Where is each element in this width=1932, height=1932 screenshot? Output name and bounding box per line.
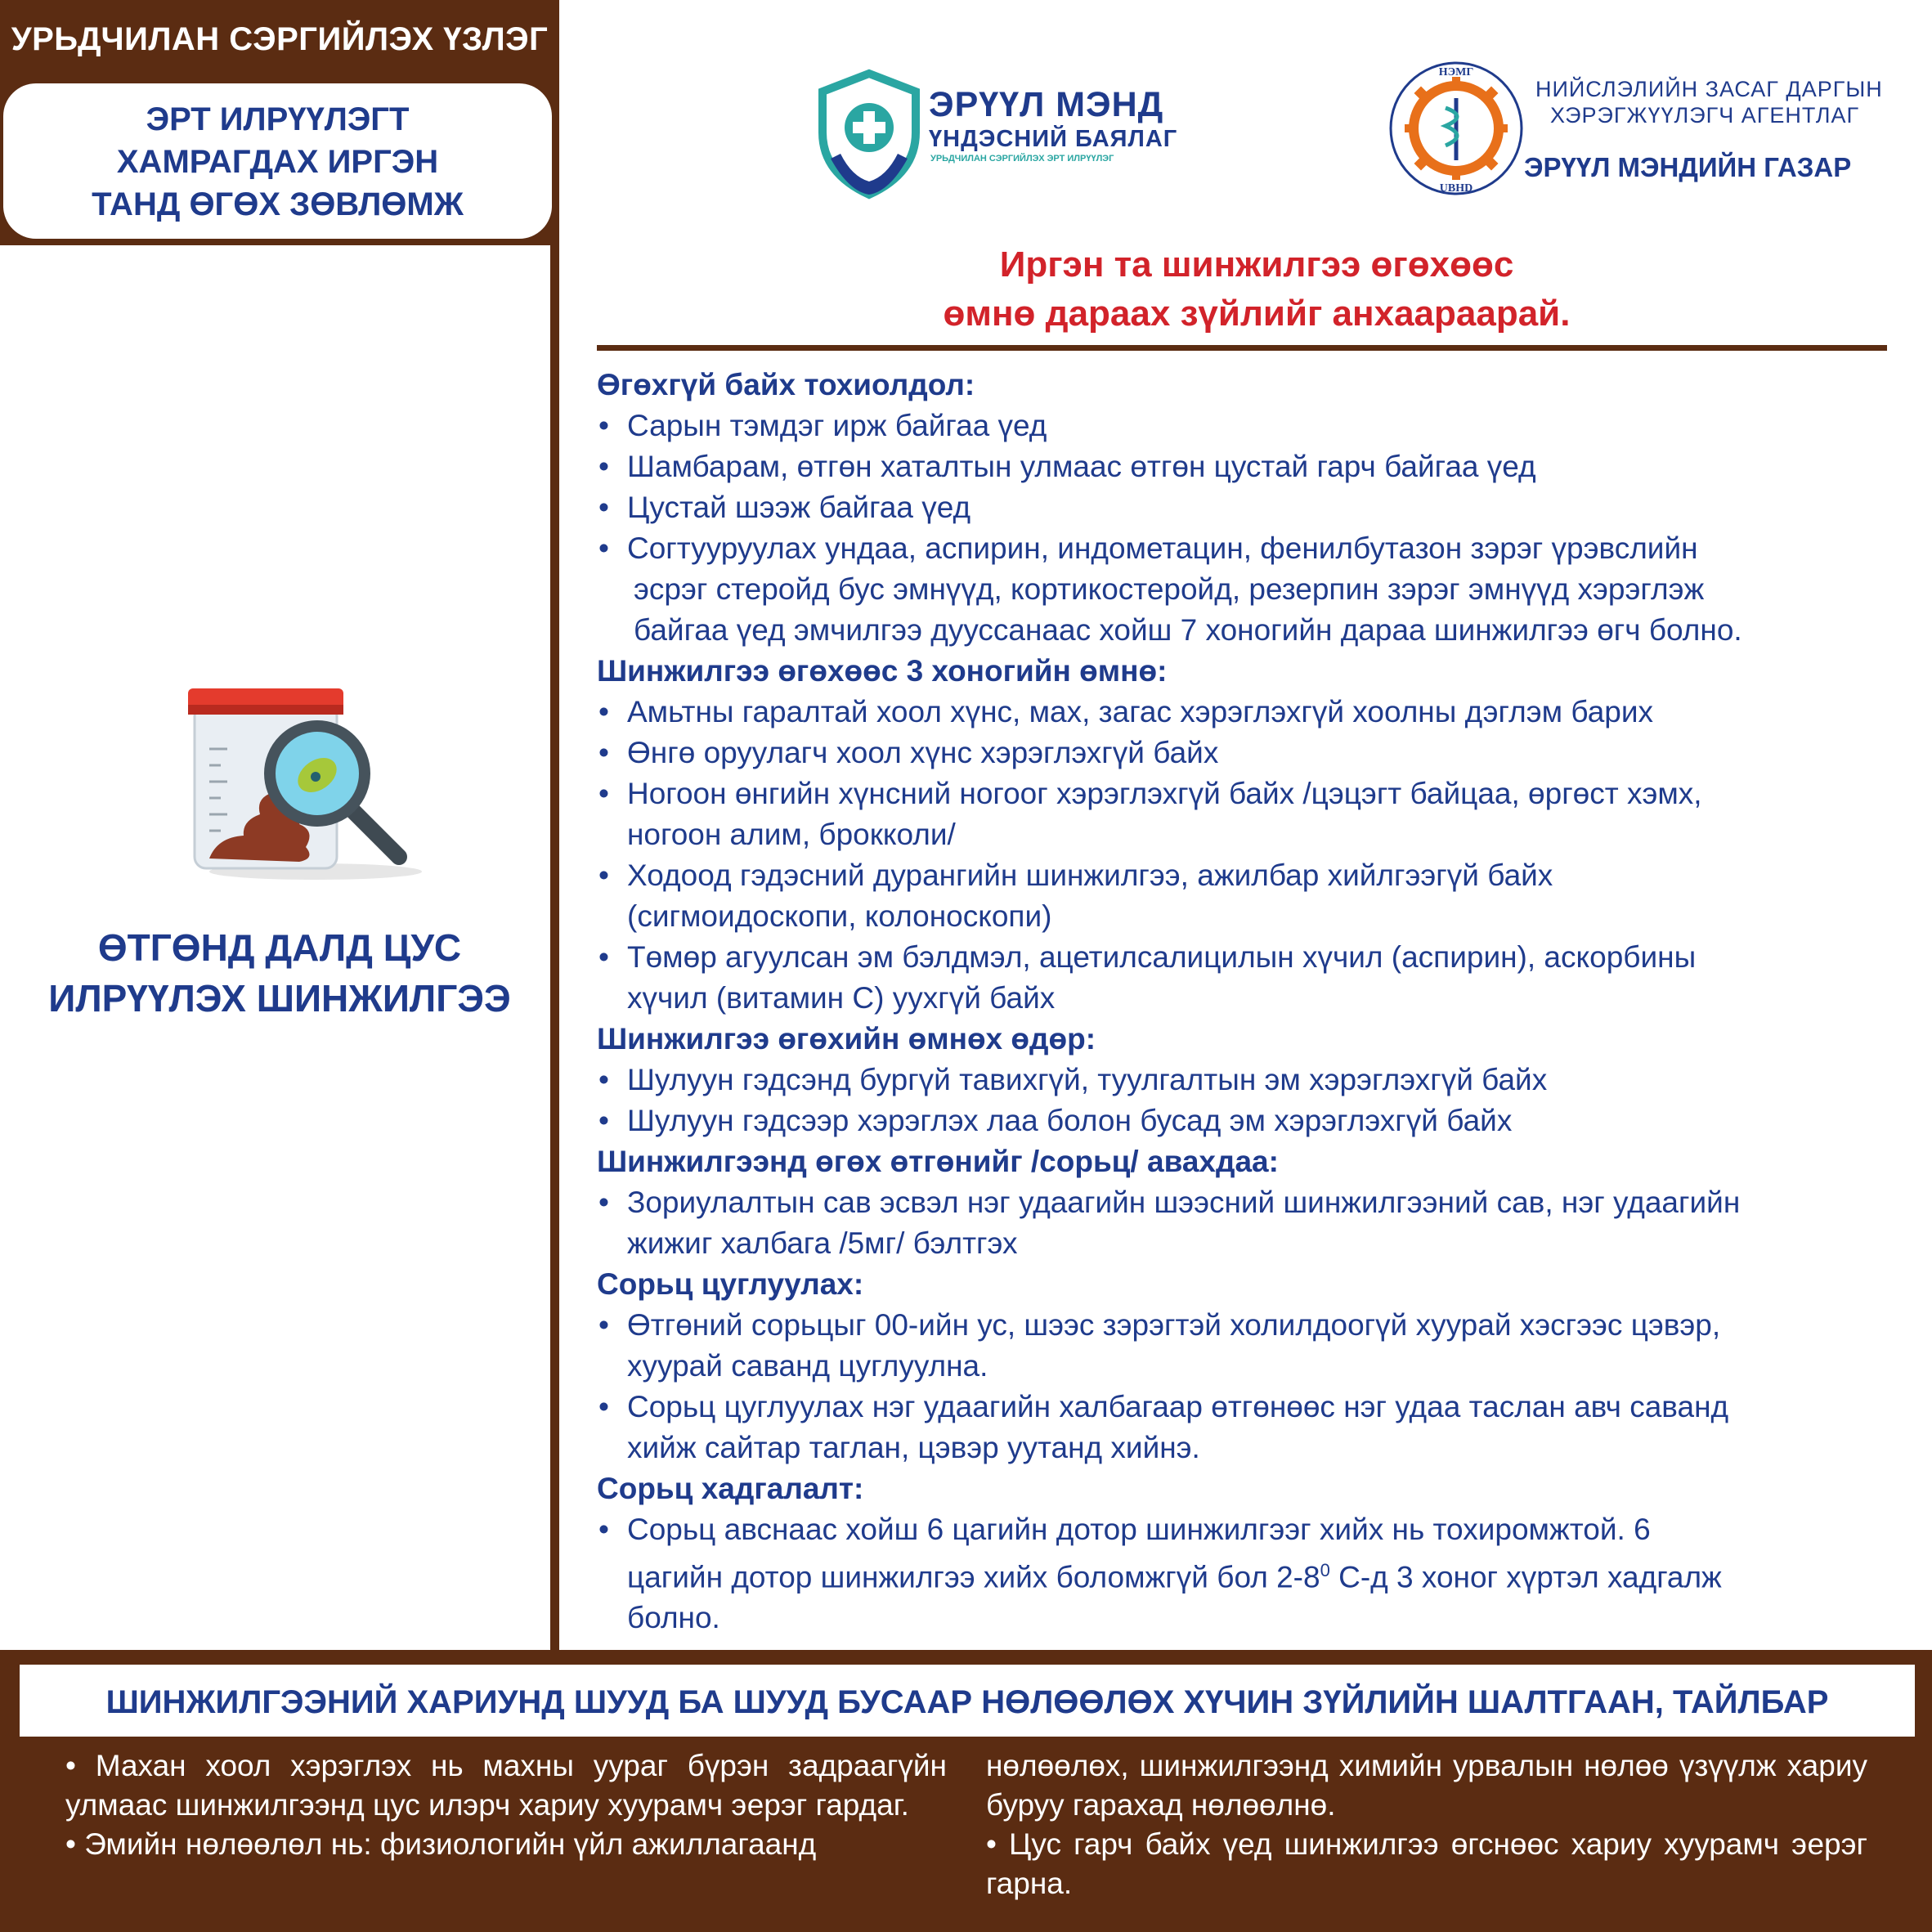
list-item-line: болно.	[627, 1601, 720, 1635]
list-item	[597, 1182, 1905, 1264]
note-paragraph: • Махан хоол хэрэглэх нь махны уураг бүрэн задраагүйн улмаас шинжилгээнд цус илэрч хариу хуурамч эерэг гардаг.	[65, 1749, 947, 1822]
list-item	[597, 937, 1905, 1019]
degree-superscript: 0	[1320, 1560, 1330, 1580]
list-item	[597, 773, 1905, 855]
eruul-logo-tagline: УРЬДЧИЛАН СЭРГИЙЛЭХ ЭРТ ИЛРҮҮЛЭГ	[930, 154, 1114, 164]
section-title: Сорьц хадгалалт:	[597, 1472, 864, 1505]
list-item	[597, 528, 1905, 651]
section-title: Сорьц цуглуулах:	[597, 1267, 864, 1301]
eruul-logo-subtitle: ҮНДЭСНИЙ БАЯЛАГ	[929, 126, 1178, 152]
list-item: • Амьтны гаралтай хоол хүнс, мах, загас хэрэглэхгүй хоолны дэглэм барих	[597, 692, 1905, 733]
heading-rule	[597, 345, 1887, 351]
list-item-text: цагийн дотор шинжилгээ хийх боломжгүй бол 2-8	[627, 1560, 1320, 1594]
bottom-title: ШИНЖИЛГЭЭНИЙ ХАРИУНД ШУУД БА ШУУД БУСААР НӨЛӨӨЛӨХ ХҮЧИН ЗҮЙЛИЙН ШАЛТГААН, ТАЙЛБАР	[105, 1684, 1829, 1720]
list-item-line: хийж сайтар таглан, цэвэр уутанд хийнэ.	[627, 1431, 1200, 1464]
list-item-line: • Зориулалтын сав эсвэл нэг удаагийн шээсний шинжилгээний сав, нэг удаагийн	[627, 1186, 1741, 1219]
left-header-title: УРЬДЧИЛАН СЭРГИЙЛЭХ ҮЗЛЭГ	[11, 21, 549, 57]
advice-card	[3, 83, 552, 239]
list-item	[597, 1387, 1905, 1468]
list-item-line: ногоон алим, брокколи/	[627, 818, 956, 851]
list-item-line: эсрэг стеройд бус эмнүүд, кортикостеройд, резерпин зэрэг эмнүүд хэрэглэж	[634, 572, 1705, 606]
bottom-notes-left	[65, 1746, 947, 1864]
list-item-line: • Ногоон өнгийн хүнсний ногоог хэрэглэхгүй байх /цэцэгт байцаа, өргөст хэмх,	[627, 777, 1702, 810]
section-title: Шинжилгээнд өгөх өтгөнийг /сорьц/ авахдаа:	[597, 1145, 1279, 1178]
section-title: Шинжилгээ өгөхөөс 3 хоногийн өмнө:	[597, 654, 1168, 688]
note-paragraph: нөлөөлөх, шинжилгээнд химийн урвалын нөлөө үзүүлж хариу буруу гарахад нөлөөлнө.	[986, 1749, 1867, 1822]
main-heading: Иргэн та шинжилгээ өгөхөөс өмнө дараах зүйлийг анхаараарай.	[943, 244, 1571, 334]
eruul-mend-logo	[816, 69, 1178, 199]
list-item-line: • Өтгөний сорьцыг 00-ийн ус, шээс зэрэгтэй холилдоогүй хуурай хэсгээс цэвэр,	[627, 1308, 1721, 1342]
bottom-notes-right	[986, 1746, 1867, 1903]
list-item	[597, 855, 1905, 937]
list-item-line: • Согтууруулах ундаа, аспирин, индометацин, фенилбутазон зэрэг үрэвслийн	[627, 531, 1698, 565]
list-item-line: байгаа үед эмчилгээ дууссанаас хойш 7 хоногийн дараа шинжилгээ өгч болно.	[634, 613, 1742, 647]
list-item-line: • Ходоод гэдэсний дурангийн шинжилгээ, ажилбар хийлгээгүй байх	[627, 858, 1553, 892]
list-item-line: • Сорьц цуглуулах нэг удаагийн халбагаар өтгөнөөс нэг удаа таслан авч саванд	[627, 1390, 1729, 1423]
list-item-line: (сигмоидоскопи, колоноскопи)	[627, 899, 1052, 933]
list-item-line: хүчил (витамин С) уухгүй байх	[627, 981, 1056, 1015]
list-item: • Өнгө оруулагч хоол хүнс хэрэглэхгүй байх	[597, 733, 1905, 773]
ubhd-emblem-top-text: НЭМГ	[1438, 66, 1474, 78]
list-item-line	[627, 1550, 1905, 1598]
note-paragraph: • Эмийн нөлөөлөл нь: физиологийн үйл ажиллагаанд	[65, 1827, 817, 1861]
list-item	[597, 1305, 1905, 1387]
list-item	[597, 1509, 1905, 1638]
section-title: Шинжилгээ өгөхийн өмнөх өдөр:	[597, 1022, 1096, 1056]
list-item: • Шамбарам, өтгөн хаталтын улмаас өтгөн цустай гарч байгаа үед	[597, 446, 1905, 487]
note-paragraph: • Цус гарч байх үед шинжилгээ өгснөөс хариу хуурамч эерэг гарна.	[986, 1827, 1867, 1900]
list-item-text: С-д 3 хоног хүртэл хадгалж	[1329, 1560, 1722, 1594]
org-name-line1: НИЙСЛЭЛИЙН ЗАСАГ ДАРГЫН	[1535, 77, 1883, 101]
org-name-line3: ЭРҮҮЛ МЭНДИЙН ГАЗАР	[1524, 152, 1852, 182]
eruul-logo-title: ЭРҮҮЛ МЭНД	[929, 85, 1164, 124]
advice-card-text: ЭРТ ИЛРҮҮЛЭГТ ХАМРАГДАХ ИРГЭН ТАНД ӨГӨХ ЗӨВЛӨМЖ	[92, 101, 464, 222]
list-item-line: хуурай саванд цуглуулна.	[627, 1349, 988, 1383]
section-title: Өгөхгүй байх тохиолдол:	[597, 368, 975, 401]
list-item-line: жижиг халбага /5мг/ бэлтгэх	[627, 1226, 1018, 1260]
ubhd-emblem-bottom-text: UBHD	[1439, 182, 1473, 195]
list-item: • Цустай шээж байгаа үед	[597, 487, 1905, 528]
ubhd-emblem-icon	[1387, 59, 1526, 198]
list-item-line: • Төмөр агуулсан эм бэлдмэл, ацетилсалицилын хүчил (аспирин), аскорбины	[627, 940, 1697, 974]
list-item: • Сарын тэмдэг ирж байгаа үед	[597, 406, 1905, 446]
shield-cross-icon	[816, 69, 922, 199]
instructions-content	[597, 365, 1905, 1638]
list-item-line: • Сорьц авснаас хойш 6 цагийн дотор шинжилгээг хийх нь тохиромжтой. 6	[627, 1513, 1651, 1546]
list-item: • Шулуун гэдсээр хэрэглэх лаа болон бусад эм хэрэглэхгүй байх	[597, 1100, 1905, 1141]
list-item: • Шулуун гэдсэнд бургүй тавихгүй, туулгалтын эм хэрэглэхгүй байх	[597, 1060, 1905, 1100]
org-name-line2: ХЭРЭГЖҮҮЛЭГЧ АГЕНТЛАГ	[1550, 103, 1860, 128]
stool-sample-container-icon	[185, 684, 422, 888]
test-title: ӨТГӨНД ДАЛД ЦУС ИЛРҮҮЛЭХ ШИНЖИЛГЭЭ	[48, 926, 511, 1020]
